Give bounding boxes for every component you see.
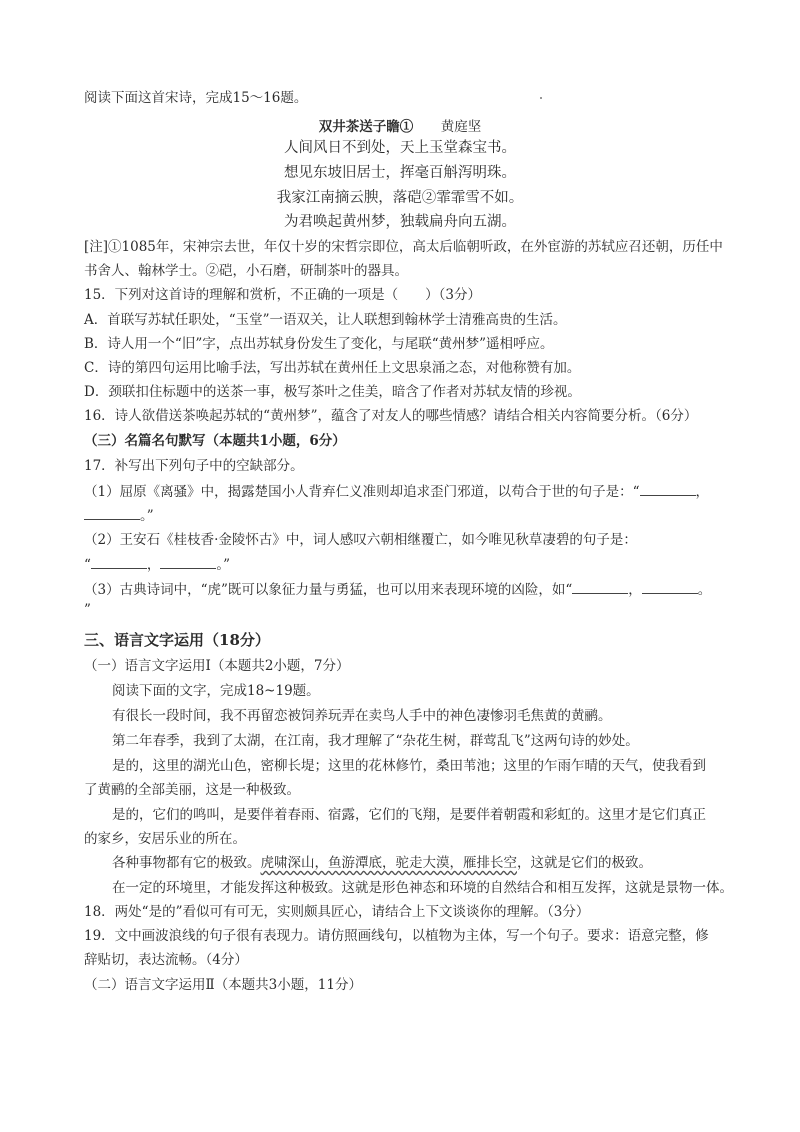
passage-paragraph: 各种事物都有它的极致。虎啸深山，鱼游潭底，驼走大漠，雁排长空，这就是它们的极致。 [112, 855, 652, 871]
answer-blank[interactable] [642, 579, 698, 594]
part-3-heading: 三、语言文字运用（18分） [84, 631, 270, 649]
question-15-stem: 15．下列对这首诗的理解和赏析，不正确的一项是（ ）（3分） [84, 287, 482, 303]
passage-paragraph: 是的，它们的鸣叫，是要伴着春雨、宿露，它们的飞翔，是要伴着朝霞和彩虹的。这里才是它们真正 [112, 807, 706, 823]
subsection-2-heading: （二）语言文字运用Ⅱ（本题共3小题，11分） [84, 977, 362, 993]
poem-title-line [0, 117, 800, 137]
q17-part1-cont: 。” [84, 505, 728, 526]
question-17-stem: 17．补写出下列句子中的空缺部分。 [84, 458, 304, 474]
question-16: 16．诗人欲借送茶唤起苏轼的“黄州梦”，蕴含了对友人的哪些情感？请结合相关内容简要分析。（6分） [84, 408, 698, 424]
q17-part2-cont: “ ， 。” [84, 554, 728, 575]
passage-paragraph: 有很长一段时间，我不再留恋被饲养玩弄在卖鸟人手中的神色凄惨羽毛焦黄的黄鹂。 [112, 708, 612, 724]
question-19: 19．文中画波浪线的句子很有表现力。请仿照画线句，以植物为主体，写一个句子。要求：语意完整，修 [84, 928, 709, 944]
option-b: B．诗人用一个“旧”字，点出苏轼身份发生了变化，与尾联“黄州梦”遥相呼应。 [84, 336, 554, 352]
question-19-cont: 辞贴切，表达流畅。（4分） [84, 952, 248, 968]
option-c: C．诗的第四句运用比喻手法，写出苏轼在黄州任上文思泉涌之态，对他称赞有加。 [84, 360, 581, 376]
q17-part2: （2）王安石《桂枝香·金陵怀古》中，词人感叹六朝相继覆亡，如今唯见秋草凄碧的句子是： [84, 532, 637, 548]
poem-title: 双井茶送子瞻① [318, 119, 414, 135]
scan-speck [540, 97, 542, 99]
poem-line: 人间风日不到处，天上玉堂森宝书。 [284, 140, 516, 156]
option-a: A．首联写苏轼任职处，“玉堂”一语双关，让人联想到翰林学士清雅高贵的生活。 [84, 312, 567, 328]
reading-instruction: 阅读下面的文字，完成18~19题。 [112, 683, 320, 699]
passage-paragraph: 在一定的环境里，才能发挥这种极致。这就是形色神态和环境的自然结合和相互发挥，这就是景物一体。 [112, 880, 733, 896]
reading-intro: 阅读下面这首宋诗，完成15～16题。 [84, 90, 308, 106]
poem-line: 为君唤起黄州梦，独载扁舟向五湖。 [284, 214, 516, 230]
section-3-heading: （三）名篇名句默写（本题共1小题，6分） [84, 433, 346, 449]
q17-part3: （3）古典诗词中，“虎”既可以象征力量与勇猛，也可以用来表现环境的凶险，如“ ， 。 [84, 579, 728, 600]
passage-paragraph: 是的，这里的湖光山色，密柳长堤；这里的花林修竹，桑田苇池；这里的乍雨乍晴的天气，使我看到 [112, 758, 706, 774]
passage-paragraph-cont: 的家乡，安居乐业的所在。 [84, 831, 246, 847]
q17-part1: （1）屈原《离骚》中，揭露楚国小人背弃仁义准则却追求歪门邪道，以苟合于世的句子是：“ ， [84, 481, 728, 502]
poem-line: 想见东坡旧居士，挥毫百斛泻明珠。 [284, 165, 516, 181]
wavy-underlined-sentence: 虎啸深山，鱼游潭底，驼走大漠，雁排长空 [260, 855, 517, 871]
question-18: 18．两处“是的”看似可有可无，实则颇具匠心，请结合上下文谈谈你的理解。（3分） [84, 904, 590, 920]
passage-paragraph-cont: 了黄鹂的全部美丽，这是一种极致。 [84, 782, 300, 798]
note-line: [注]①1085年，宋神宗去世，年仅十岁的宋哲宗即位，高太后临朝听政，在外宦游的苏轼应召还朝，历任中 [84, 239, 723, 255]
subsection-1-heading: （一）语言文字运用Ⅰ（本题共2小题，7分） [84, 658, 350, 674]
answer-blank[interactable] [84, 505, 140, 520]
answer-blank[interactable] [572, 579, 628, 594]
note-line: 书舍人、翰林学士。②硙，小石磨，研制茶叶的器具。 [84, 263, 408, 279]
option-d: D．颈联扣住标题中的送茶一事，极写茶叶之佳美，暗含了作者对苏轼友情的珍视。 [84, 384, 581, 400]
passage-paragraph: 第二年春季，我到了太湖，在江南，我才理解了“杂花生树，群莺乱飞”这两句诗的妙处。 [112, 733, 639, 749]
answer-blank[interactable] [160, 554, 216, 569]
answer-blank[interactable] [640, 481, 696, 496]
poem-line: 我家江南摘云腴，落硙②霏霏雪不如。 [276, 190, 524, 206]
answer-blank[interactable] [91, 554, 147, 569]
q17-part3-cont: ” [84, 602, 91, 618]
poem-author: 黄庭坚 [440, 119, 482, 135]
